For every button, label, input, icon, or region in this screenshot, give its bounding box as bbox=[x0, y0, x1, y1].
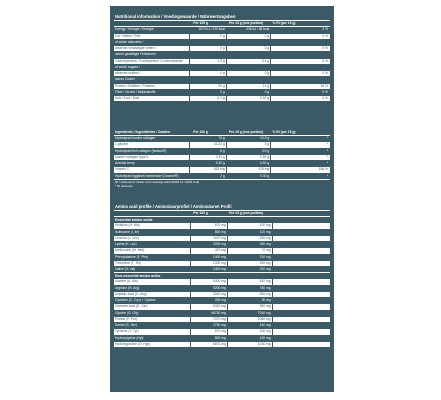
ingredient-row-per-100g: 2 g bbox=[220, 173, 225, 178]
ingredient-row-ri: * bbox=[326, 173, 328, 178]
nonessential-row-label: Arginine (R, Arg) bbox=[115, 285, 140, 290]
nutrition-row-per-portion: 0.02 g bbox=[227, 96, 271, 101]
ingredient-row-ri: * bbox=[326, 148, 328, 153]
amino-header: Per 100 g bbox=[193, 211, 208, 215]
nutrition-row-per-portion: 236 kJ / 56 kcal bbox=[246, 27, 270, 32]
nonessential-row-label: Alanine (A, Ala) bbox=[114, 279, 191, 284]
essential-row-per-100g: 1400 mg bbox=[212, 267, 226, 271]
nutrition-row-ri: 0 % bbox=[271, 71, 330, 76]
nutrition-row-per-100g bbox=[190, 65, 227, 70]
empty-cell bbox=[273, 304, 330, 309]
ingredient-row-per-100g: 6 g bbox=[220, 148, 225, 153]
empty-cell bbox=[273, 223, 330, 228]
essential-row-per-portion: 210 mg bbox=[259, 267, 271, 271]
essential-row-per-100g: 800 mg bbox=[214, 229, 226, 234]
nonessential-row-label: Tyrosine (Y, Tyr) bbox=[114, 329, 191, 334]
essential-title: Essential amino acids bbox=[115, 218, 153, 223]
ingredient-row-per-portion: 125 mg bbox=[227, 167, 271, 172]
empty-cell bbox=[273, 230, 330, 235]
nonessential-row-per-portion: 410 mg bbox=[259, 323, 271, 327]
nutrition-row-label: Protein / Eiwitten / Proteine bbox=[114, 84, 190, 89]
nonessential-row-per-100g: 6330 mg bbox=[191, 304, 228, 309]
nutrition-row-per-100g bbox=[190, 40, 227, 45]
ingredient-row-per-100g: 33.33 g bbox=[190, 142, 227, 147]
essential-row-per-portion: 200 mg bbox=[228, 261, 273, 266]
nutrition-row-per-portion bbox=[227, 65, 271, 70]
ingredient-row-ri: * bbox=[326, 136, 328, 140]
nonessential-row bbox=[114, 342, 330, 348]
essential-row-per-100g: 1330 mg bbox=[191, 261, 228, 266]
nonessential-row-per-100g: 2730 mg bbox=[212, 323, 226, 327]
ingredient-row-per-portion: 0.50 g bbox=[227, 155, 271, 160]
nutrition-row-per-100g: 0 g bbox=[190, 46, 227, 51]
essential-row-per-100g: 670 mg bbox=[191, 223, 228, 228]
ingredients-table bbox=[114, 129, 330, 189]
ri-note: RI = Reference intake of an average adult (8400 kJ / 2000 kcal) bbox=[115, 179, 200, 184]
essential-row-label: Threonine (T, Thr) bbox=[114, 261, 191, 266]
ingredient-row-label: Marine collagen type II bbox=[114, 155, 190, 160]
nutrition-row-per-100g: 0.1 g bbox=[190, 96, 227, 101]
essential-row-per-portion: 250 mg bbox=[228, 236, 273, 241]
nonessential-row-per-portion: 500 mg bbox=[228, 292, 273, 297]
ingredients-header: % RI (per 15 g) bbox=[272, 130, 296, 134]
nutrition-row-ri: 0 % bbox=[271, 34, 330, 39]
nutrition-row-ri bbox=[271, 65, 330, 70]
essential-row-per-100g: 2200 mg bbox=[212, 242, 226, 246]
nutrition-row-label: davon Zucker bbox=[115, 77, 135, 82]
nutrition-header: % RI (per 15 g) bbox=[272, 21, 296, 25]
nonessential-title: Non-essential amino acids bbox=[115, 274, 161, 279]
nutrition-row-ri bbox=[271, 77, 330, 82]
nonessential-row-per-portion: 7010 mg bbox=[257, 310, 271, 315]
nutrition-row-ri: 0 % bbox=[271, 46, 330, 51]
nutrition-row-per-100g bbox=[190, 52, 227, 57]
nutrition-row bbox=[114, 96, 330, 102]
amino-acid-table bbox=[114, 204, 330, 348]
empty-cell bbox=[273, 329, 330, 334]
essential-row-per-100g: 470 mg bbox=[191, 248, 228, 253]
empty-cell bbox=[273, 323, 330, 328]
nutrition-row-per-100g: 2.5 g bbox=[190, 59, 227, 64]
nutrition-row-label: of which saturates / bbox=[115, 39, 144, 44]
nonessential-row-per-portion: 1030 mg bbox=[228, 342, 273, 347]
nutrition-row-ri bbox=[271, 52, 330, 57]
nutrition-row-per-portion: 0.4 g bbox=[227, 59, 271, 64]
nutrition-header: Per 15 g (one portion) bbox=[228, 21, 264, 25]
ingredient-row-per-portion: 0.50 g bbox=[259, 161, 270, 165]
ingredient-row-per-portion: 0.9 g bbox=[261, 148, 270, 153]
nutrition-row-per-100g: 1573 kJ / 370 kcal bbox=[198, 27, 225, 32]
nutrition-title: Nutritional information / Voedingswaarde / Nährwertangaben bbox=[114, 14, 330, 21]
empty-cell bbox=[273, 317, 330, 322]
nonessential-row-per-100g: 46730 mg bbox=[211, 310, 226, 315]
essential-row-per-portion: 70 mg bbox=[228, 248, 273, 253]
amino-title: Amino acid profile / Aminozuurprofiel / Aminosäuren Profil bbox=[114, 204, 330, 211]
nutrition-row-per-100g: 0 g bbox=[190, 71, 227, 76]
ingredients-header: Ingredients / Ingrediënten / Zutaten bbox=[115, 130, 170, 134]
ingredient-row-label: Hydrolysed bovine collagen bbox=[115, 136, 156, 140]
nonessential-row-per-portion: 100 mg bbox=[228, 329, 273, 334]
nutrition-row-per-portion bbox=[227, 52, 271, 57]
empty-cell bbox=[273, 292, 330, 297]
ingredient-row-label: L-glycine bbox=[114, 142, 190, 147]
nonessential-row-per-portion: 810 mg bbox=[228, 279, 273, 284]
ingredient-row-label: Hydrolysed eggshell membrane (Ovomet®) bbox=[115, 173, 179, 178]
nonessential-row-label: Aspartic Acid (D, Asp) bbox=[114, 292, 191, 297]
nutrition-row-ri: 0 % bbox=[271, 59, 330, 64]
ri-unknown-note: * RI unknown bbox=[115, 184, 133, 189]
ingredient-row-ri: * bbox=[326, 161, 328, 165]
empty-cell bbox=[273, 236, 330, 241]
nutrition-row-per-100g: 0 g bbox=[220, 89, 225, 94]
nutrition-header bbox=[114, 21, 192, 26]
nutrition-row-per-portion bbox=[227, 77, 271, 82]
empty-cell bbox=[273, 298, 330, 303]
ingredients-header: Per 100 g bbox=[193, 130, 208, 134]
nutrition-row-label: of which sugars / bbox=[115, 64, 140, 69]
nutrition-row-ri: 3 % bbox=[322, 27, 328, 32]
ingredients-header: Per 15 g (one portion) bbox=[228, 130, 264, 134]
empty-cell bbox=[273, 336, 330, 341]
nutrition-row-label: Energy / Energie / Energie bbox=[115, 27, 154, 32]
ingredient-row-per-portion: 5 g bbox=[227, 142, 271, 147]
essential-row-label: Lysine (K, Lys) bbox=[115, 242, 137, 246]
nutrition-header: Per 100 g bbox=[193, 21, 208, 25]
ingredient-row-ri: * bbox=[271, 142, 330, 147]
nutrition-row-per-portion: 14 g bbox=[227, 84, 271, 89]
amino-header bbox=[272, 211, 330, 216]
nutrition-row-per-portion: 0 g bbox=[227, 71, 271, 76]
essential-row-label: Histidine (H, His) bbox=[114, 223, 191, 228]
nutrition-row-per-100g: 0 g bbox=[190, 34, 227, 39]
nonessential-row-per-100g: 7070 mg bbox=[191, 317, 228, 322]
nutrition-row-label: Salt / Zout / Salz bbox=[114, 96, 190, 101]
nonessential-row-per-100g: 3330 mg bbox=[191, 292, 228, 297]
nutrition-row-per-portion: 0 g bbox=[264, 89, 270, 94]
ingredient-row-per-100g: 3.33 g bbox=[215, 161, 225, 165]
essential-row-per-100g: 1400 mg bbox=[212, 254, 226, 259]
essential-row-label: Valine (V, Val) bbox=[115, 267, 136, 271]
empty-cell bbox=[273, 248, 330, 253]
nutrition-row-per-100g bbox=[190, 77, 227, 82]
nonessential-row-per-100g: 800 mg bbox=[214, 335, 226, 340]
nonessential-row-label: Hydroxylysine (Hyl) bbox=[115, 335, 144, 340]
nonessential-row-per-portion: 950 mg bbox=[228, 304, 273, 309]
essential-row-per-portion: 330 mg bbox=[259, 242, 271, 246]
nonessential-row-label: Proline (P, Pro) bbox=[114, 317, 191, 322]
nonessential-row-label: Glycine (G, Gly) bbox=[115, 310, 139, 315]
amino-header bbox=[114, 211, 192, 216]
nutrition-row-per-100g: 90 g bbox=[190, 84, 227, 89]
amino-header: Per 15 g (one portion) bbox=[228, 211, 264, 215]
essential-row-label: Isoleucine (I, Ile) bbox=[115, 229, 140, 234]
essential-row-per-portion: 120 mg bbox=[259, 229, 271, 234]
empty-cell bbox=[273, 286, 330, 291]
nutrition-label-panel bbox=[110, 6, 334, 392]
nutrition-row-ri bbox=[271, 40, 330, 45]
ingredient-row-per-100g: 3.33 g bbox=[190, 155, 227, 160]
nutrition-row-per-portion bbox=[227, 40, 271, 45]
essential-row-per-100g: 1670 mg bbox=[191, 236, 228, 241]
nutrition-row-label: Fat / Vetten / Fett bbox=[114, 34, 190, 39]
ingredient-row-per-100g: 70 g bbox=[218, 136, 225, 140]
nonessential-row-per-portion: 30 mg bbox=[261, 298, 271, 302]
nonessential-row-per-100g: 5400 mg bbox=[191, 279, 228, 284]
nutrition-table bbox=[114, 14, 330, 102]
nutrition-row-label: waarvan verzadigde vetten / bbox=[114, 46, 190, 51]
ingredient-row-ri: * bbox=[271, 155, 330, 160]
empty-cell bbox=[273, 242, 330, 247]
nonessential-row-label: Serine (S, Ser) bbox=[115, 323, 137, 327]
ingredient-row-label: Acerola berry bbox=[115, 161, 135, 165]
nutrition-row-ri: 0 % bbox=[322, 89, 328, 94]
essential-row-label: Phenylalanine (F, Phe) bbox=[115, 254, 149, 259]
nutrition-row-ri: 28 % bbox=[271, 84, 330, 89]
nutrition-row-label: davon gesättigte Fettsäuren bbox=[115, 52, 156, 57]
ingredient-row-per-portion: 0.30 g bbox=[259, 173, 270, 178]
nutrition-row-per-portion: 0 g bbox=[227, 46, 271, 51]
nutrition-row-per-portion: 0 g bbox=[227, 34, 271, 39]
essential-row-label: Leucine (L, Leu) bbox=[114, 236, 191, 241]
essential-row-per-portion: 100 mg bbox=[228, 223, 273, 228]
nonessential-row-per-portion: 780 mg bbox=[259, 285, 271, 290]
nonessential-row-label: Glutamic Acid (E, Glu) bbox=[114, 304, 191, 309]
empty-cell bbox=[273, 261, 330, 266]
empty-cell bbox=[273, 342, 330, 347]
ingredients-header-row bbox=[114, 129, 330, 136]
empty-cell bbox=[273, 279, 330, 284]
ingredient-row-label: Vitamin C bbox=[114, 167, 190, 172]
essential-row-label: Methionine (M, Met) bbox=[114, 248, 191, 253]
empty-cell bbox=[273, 255, 330, 260]
nonessential-row-label: Hydroxyproline (O, Hyp) bbox=[114, 342, 191, 347]
nutrition-row-label: Fibre / Vezels / Ballaststoffe bbox=[115, 89, 156, 94]
ingredient-row-ri: 156 % bbox=[271, 167, 330, 172]
nonessential-row-per-100g: 5200 mg bbox=[212, 285, 226, 290]
nutrition-row-ri: 0 % bbox=[271, 96, 330, 101]
nonessential-row-per-portion: 1060 mg bbox=[228, 317, 273, 322]
nutrition-row-label: waarvan suikers / bbox=[114, 71, 190, 76]
empty-cell bbox=[273, 267, 330, 272]
nonessential-row-label: Cysteine (C, Cys) + Cystine bbox=[115, 298, 156, 302]
ingredient-row-per-100g: 833 mg bbox=[190, 167, 227, 172]
empty-cell bbox=[273, 311, 330, 316]
nonessential-row-per-100g: 6870 mg bbox=[191, 342, 228, 347]
nonessential-row-per-100g: 670 mg bbox=[191, 329, 228, 334]
ingredient-row-label: Hydrolysed fish collagen (Naticol®) bbox=[115, 148, 167, 153]
nonessential-row-per-100g: 200 mg bbox=[214, 298, 226, 302]
nutrition-row-label: Carbohydrates / Koolhydraten / Kohlenhydrate bbox=[114, 59, 190, 64]
ingredient-row-per-portion: 10.5 g bbox=[259, 136, 270, 140]
nonessential-row-per-portion: 120 mg bbox=[259, 335, 271, 340]
essential-row-per-portion: 210 mg bbox=[259, 254, 271, 259]
